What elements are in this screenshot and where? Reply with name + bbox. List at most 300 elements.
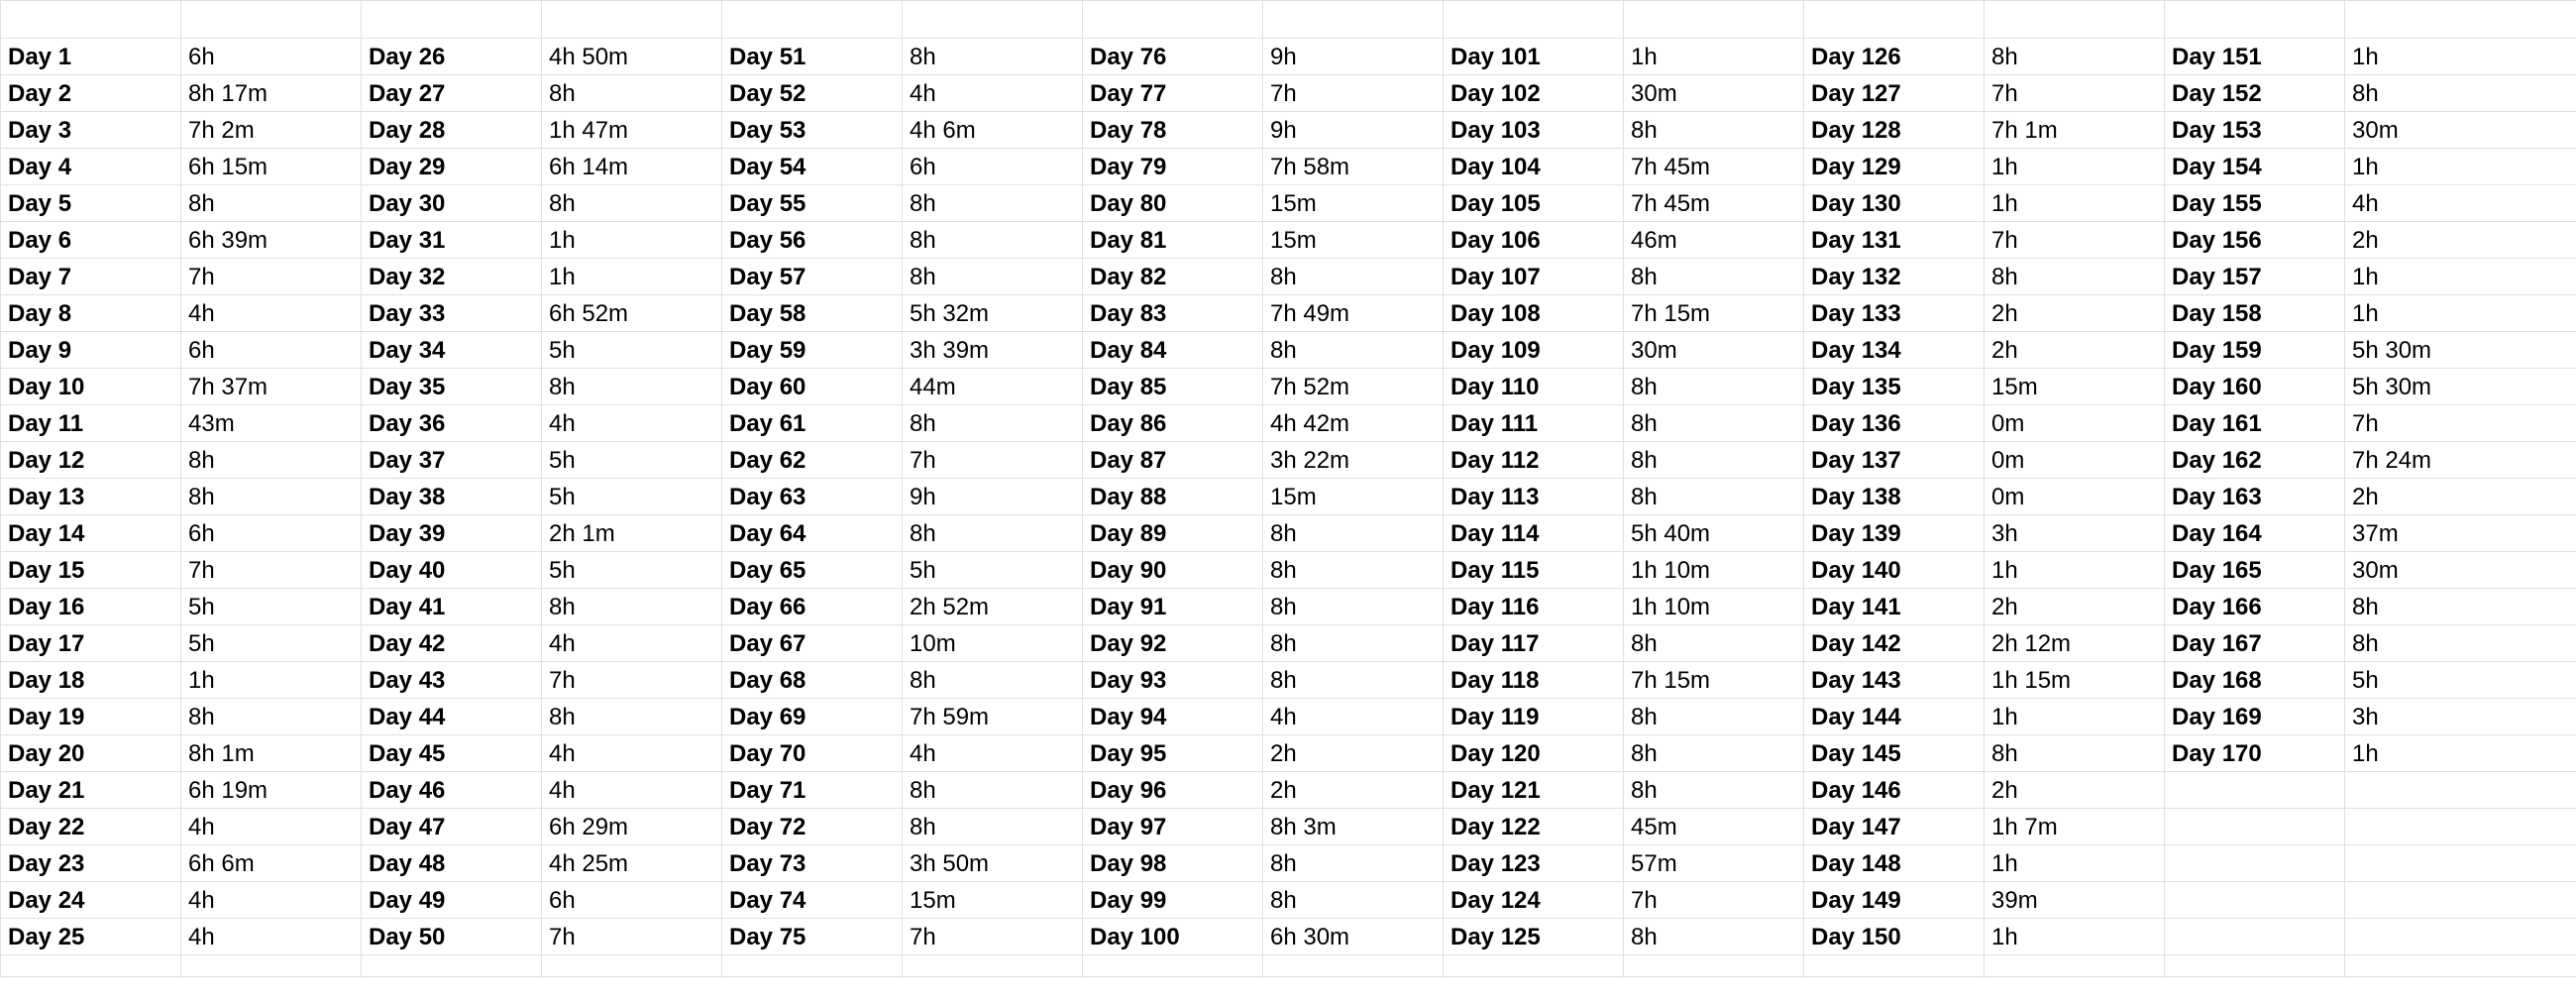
day-label-cell[interactable]: Day 35	[362, 369, 542, 405]
hours-value-cell[interactable]: 8h	[1624, 259, 1804, 295]
hours-value-cell[interactable]: 1h	[1985, 185, 2165, 222]
day-label-cell[interactable]: Day 61	[722, 405, 903, 442]
day-label-cell[interactable]: Day 23	[1, 845, 181, 882]
hours-value-cell[interactable]: 7h 37m	[181, 369, 362, 405]
hours-value-cell[interactable]	[2345, 809, 2576, 845]
hours-value-cell[interactable]: 0m	[1985, 442, 2165, 479]
day-label-cell[interactable]: Day 109	[1444, 332, 1624, 369]
day-label-cell[interactable]: Day 151	[2165, 39, 2345, 75]
day-label-cell[interactable]: Day 74	[722, 882, 903, 919]
day-label-cell[interactable]: Day 60	[722, 369, 903, 405]
day-label-cell[interactable]: Day 158	[2165, 295, 2345, 332]
day-label-cell[interactable]: Day 41	[362, 589, 542, 625]
day-label-cell[interactable]: Day 80	[1083, 185, 1263, 222]
day-label-cell[interactable]	[2165, 809, 2345, 845]
day-label-cell[interactable]: Day 142	[1804, 625, 1985, 662]
day-label-cell[interactable]: Day 95	[1083, 735, 1263, 772]
day-label-cell[interactable]: Day 21	[1, 772, 181, 809]
day-label-cell[interactable]: Day 20	[1, 735, 181, 772]
day-label-cell[interactable]: Day 141	[1804, 589, 1985, 625]
day-label-cell[interactable]: Day 32	[362, 259, 542, 295]
hours-value-cell[interactable]	[2345, 919, 2576, 955]
hours-value-cell[interactable]: 9h	[1263, 39, 1444, 75]
day-label-cell[interactable]: Day 15	[1, 552, 181, 589]
hours-value-cell[interactable]: 8h	[1263, 625, 1444, 662]
day-label-cell[interactable]: Day 82	[1083, 259, 1263, 295]
day-label-cell[interactable]: Day 16	[1, 589, 181, 625]
day-label-cell[interactable]: Day 86	[1083, 405, 1263, 442]
hours-value-cell[interactable]: 2h	[1985, 772, 2165, 809]
hours-value-cell[interactable]: 1h	[2345, 259, 2576, 295]
hours-value-cell[interactable]: 4h	[542, 625, 722, 662]
day-label-cell[interactable]: Day 71	[722, 772, 903, 809]
day-label-cell[interactable]: Day 44	[362, 699, 542, 735]
day-label-cell[interactable]: Day 90	[1083, 552, 1263, 589]
hours-value-cell[interactable]: 8h	[1263, 589, 1444, 625]
day-label-cell[interactable]: Day 132	[1804, 259, 1985, 295]
hours-value-cell[interactable]: 7h 59m	[903, 699, 1083, 735]
day-label-cell[interactable]: Day 46	[362, 772, 542, 809]
day-label-cell[interactable]: Day 138	[1804, 479, 1985, 515]
day-label-cell[interactable]: Day 102	[1444, 75, 1624, 112]
day-label-cell[interactable]: Day 83	[1083, 295, 1263, 332]
day-label-cell[interactable]: Day 34	[362, 332, 542, 369]
hours-value-cell[interactable]: 7h	[903, 919, 1083, 955]
hours-value-cell[interactable]: 1h 47m	[542, 112, 722, 149]
hours-value-cell[interactable]: 8h	[1624, 772, 1804, 809]
hours-value-cell[interactable]: 5h	[542, 479, 722, 515]
hours-value-cell[interactable]: 2h	[1985, 332, 2165, 369]
day-label-cell[interactable]: Day 128	[1804, 112, 1985, 149]
day-label-cell[interactable]: Day 73	[722, 845, 903, 882]
hours-value-cell[interactable]: 1h	[1985, 845, 2165, 882]
day-label-cell[interactable]: Day 159	[2165, 332, 2345, 369]
day-label-cell[interactable]: Day 68	[722, 662, 903, 699]
day-label-cell[interactable]: Day 97	[1083, 809, 1263, 845]
hours-value-cell[interactable]: 7h 2m	[181, 112, 362, 149]
day-label-cell[interactable]: Day 149	[1804, 882, 1985, 919]
hours-value-cell[interactable]: 5h	[542, 552, 722, 589]
day-label-cell[interactable]: Day 157	[2165, 259, 2345, 295]
hours-value-cell[interactable]	[2345, 772, 2576, 809]
hours-value-cell[interactable]: 4h	[1263, 699, 1444, 735]
hours-value-cell[interactable]: 37m	[2345, 515, 2576, 552]
day-label-cell[interactable]: Day 30	[362, 185, 542, 222]
hours-value-cell[interactable]: 4h	[903, 75, 1083, 112]
day-label-cell[interactable]: Day 29	[362, 149, 542, 185]
hours-value-cell[interactable]: 1h	[1624, 39, 1804, 75]
day-label-cell[interactable]: Day 122	[1444, 809, 1624, 845]
day-label-cell[interactable]: Day 136	[1804, 405, 1985, 442]
empty-cell[interactable]	[903, 955, 1083, 977]
day-label-cell[interactable]: Day 107	[1444, 259, 1624, 295]
day-label-cell[interactable]	[2165, 845, 2345, 882]
hours-value-cell[interactable]: 5h 40m	[1624, 515, 1804, 552]
hours-value-cell[interactable]: 6h 6m	[181, 845, 362, 882]
hours-value-cell[interactable]: 6h 15m	[181, 149, 362, 185]
day-label-cell[interactable]: Day 156	[2165, 222, 2345, 259]
hours-value-cell[interactable]: 8h	[1263, 845, 1444, 882]
day-label-cell[interactable]: Day 115	[1444, 552, 1624, 589]
day-label-cell[interactable]: Day 64	[722, 515, 903, 552]
hours-value-cell[interactable]: 0m	[1985, 479, 2165, 515]
day-label-cell[interactable]: Day 123	[1444, 845, 1624, 882]
hours-value-cell[interactable]: 5h	[903, 552, 1083, 589]
day-label-cell[interactable]: Day 45	[362, 735, 542, 772]
hours-value-cell[interactable]: 57m	[1624, 845, 1804, 882]
hours-value-cell[interactable]: 4h	[2345, 185, 2576, 222]
hours-value-cell[interactable]: 8h	[181, 185, 362, 222]
day-label-cell[interactable]: Day 111	[1444, 405, 1624, 442]
day-label-cell[interactable]: Day 66	[722, 589, 903, 625]
hours-value-cell[interactable]: 5h	[542, 332, 722, 369]
day-label-cell[interactable]: Day 84	[1083, 332, 1263, 369]
day-label-cell[interactable]: Day 150	[1804, 919, 1985, 955]
hours-value-cell[interactable]: 6h	[181, 515, 362, 552]
hours-value-cell[interactable]: 8h	[1624, 919, 1804, 955]
day-label-cell[interactable]: Day 27	[362, 75, 542, 112]
day-label-cell[interactable]: Day 105	[1444, 185, 1624, 222]
empty-cell[interactable]	[362, 1, 542, 39]
day-label-cell[interactable]: Day 126	[1804, 39, 1985, 75]
day-label-cell[interactable]: Day 124	[1444, 882, 1624, 919]
hours-value-cell[interactable]: 7h	[542, 662, 722, 699]
day-label-cell[interactable]: Day 104	[1444, 149, 1624, 185]
day-label-cell[interactable]: Day 14	[1, 515, 181, 552]
day-label-cell[interactable]: Day 119	[1444, 699, 1624, 735]
hours-value-cell[interactable]: 1h	[2345, 295, 2576, 332]
day-label-cell[interactable]: Day 129	[1804, 149, 1985, 185]
day-label-cell[interactable]: Day 110	[1444, 369, 1624, 405]
hours-value-cell[interactable]: 6h 14m	[542, 149, 722, 185]
hours-value-cell[interactable]: 5h	[181, 589, 362, 625]
hours-value-cell[interactable]: 4h	[542, 735, 722, 772]
hours-value-cell[interactable]: 8h	[1624, 699, 1804, 735]
hours-value-cell[interactable]: 8h	[903, 405, 1083, 442]
day-label-cell[interactable]: Day 165	[2165, 552, 2345, 589]
day-label-cell[interactable]: Day 120	[1444, 735, 1624, 772]
day-label-cell[interactable]: Day 65	[722, 552, 903, 589]
day-label-cell[interactable]: Day 76	[1083, 39, 1263, 75]
hours-value-cell[interactable]: 8h	[1985, 735, 2165, 772]
day-label-cell[interactable]: Day 169	[2165, 699, 2345, 735]
hours-value-cell[interactable]: 9h	[903, 479, 1083, 515]
day-label-cell[interactable]: Day 17	[1, 625, 181, 662]
day-label-cell[interactable]: Day 152	[2165, 75, 2345, 112]
day-label-cell[interactable]: Day 2	[1, 75, 181, 112]
day-label-cell[interactable]: Day 89	[1083, 515, 1263, 552]
day-label-cell[interactable]: Day 116	[1444, 589, 1624, 625]
day-label-cell[interactable]: Day 67	[722, 625, 903, 662]
day-label-cell[interactable]: Day 103	[1444, 112, 1624, 149]
day-label-cell[interactable]: Day 48	[362, 845, 542, 882]
hours-value-cell[interactable]: 8h	[903, 185, 1083, 222]
day-label-cell[interactable]: Day 94	[1083, 699, 1263, 735]
hours-value-cell[interactable]: 6h 39m	[181, 222, 362, 259]
day-label-cell[interactable]: Day 7	[1, 259, 181, 295]
hours-value-cell[interactable]: 9h	[1263, 112, 1444, 149]
hours-value-cell[interactable]: 6h 52m	[542, 295, 722, 332]
hours-value-cell[interactable]: 2h	[1263, 735, 1444, 772]
hours-value-cell[interactable]: 8h	[181, 442, 362, 479]
hours-value-cell[interactable]: 3h 50m	[903, 845, 1083, 882]
hours-value-cell[interactable]: 7h 1m	[1985, 112, 2165, 149]
hours-value-cell[interactable]: 5h 30m	[2345, 369, 2576, 405]
hours-value-cell[interactable]: 7h	[1985, 75, 2165, 112]
hours-value-cell[interactable]: 4h	[181, 882, 362, 919]
day-label-cell[interactable]: Day 40	[362, 552, 542, 589]
hours-value-cell[interactable]: 8h	[1263, 662, 1444, 699]
hours-value-cell[interactable]: 8h	[1624, 405, 1804, 442]
day-label-cell[interactable]: Day 9	[1, 332, 181, 369]
hours-value-cell[interactable]: 2h 52m	[903, 589, 1083, 625]
hours-value-cell[interactable]: 6h 30m	[1263, 919, 1444, 955]
hours-value-cell[interactable]: 7h	[542, 919, 722, 955]
hours-value-cell[interactable]: 1h 7m	[1985, 809, 2165, 845]
empty-cell[interactable]	[181, 955, 362, 977]
hours-value-cell[interactable]: 10m	[903, 625, 1083, 662]
hours-value-cell[interactable]: 7h	[903, 442, 1083, 479]
day-label-cell[interactable]: Day 63	[722, 479, 903, 515]
hours-value-cell[interactable]: 8h	[1985, 259, 2165, 295]
hours-value-cell[interactable]: 8h	[903, 772, 1083, 809]
hours-value-cell[interactable]: 30m	[1624, 75, 1804, 112]
hours-value-cell[interactable]: 2h	[1985, 295, 2165, 332]
hours-value-cell[interactable]: 45m	[1624, 809, 1804, 845]
day-label-cell[interactable]: Day 134	[1804, 332, 1985, 369]
hours-value-cell[interactable]: 8h	[1624, 735, 1804, 772]
day-label-cell[interactable]: Day 62	[722, 442, 903, 479]
day-label-cell[interactable]: Day 121	[1444, 772, 1624, 809]
day-label-cell[interactable]: Day 38	[362, 479, 542, 515]
hours-value-cell[interactable]: 2h 12m	[1985, 625, 2165, 662]
hours-value-cell[interactable]: 1h	[1985, 149, 2165, 185]
empty-cell[interactable]	[181, 1, 362, 39]
day-label-cell[interactable]: Day 144	[1804, 699, 1985, 735]
day-label-cell[interactable]: Day 1	[1, 39, 181, 75]
hours-value-cell[interactable]: 4h 50m	[542, 39, 722, 75]
hours-value-cell[interactable]: 8h	[903, 39, 1083, 75]
day-label-cell[interactable]: Day 99	[1083, 882, 1263, 919]
empty-cell[interactable]	[2165, 1, 2345, 39]
day-label-cell[interactable]: Day 88	[1083, 479, 1263, 515]
day-label-cell[interactable]: Day 4	[1, 149, 181, 185]
day-label-cell[interactable]: Day 143	[1804, 662, 1985, 699]
empty-cell[interactable]	[1624, 955, 1804, 977]
hours-value-cell[interactable]: 7h 58m	[1263, 149, 1444, 185]
day-label-cell[interactable]: Day 106	[1444, 222, 1624, 259]
hours-value-cell[interactable]: 8h	[542, 589, 722, 625]
empty-cell[interactable]	[722, 1, 903, 39]
day-label-cell[interactable]: Day 24	[1, 882, 181, 919]
hours-value-cell[interactable]: 8h	[2345, 589, 2576, 625]
empty-cell[interactable]	[903, 1, 1083, 39]
day-label-cell[interactable]: Day 163	[2165, 479, 2345, 515]
hours-value-cell[interactable]: 15m	[903, 882, 1083, 919]
hours-value-cell[interactable]: 2h 1m	[542, 515, 722, 552]
hours-value-cell[interactable]: 7h 45m	[1624, 185, 1804, 222]
hours-value-cell[interactable]: 3h	[2345, 699, 2576, 735]
day-label-cell[interactable]: Day 77	[1083, 75, 1263, 112]
hours-value-cell[interactable]: 43m	[181, 405, 362, 442]
hours-value-cell[interactable]: 2h	[1985, 589, 2165, 625]
day-label-cell[interactable]: Day 93	[1083, 662, 1263, 699]
day-label-cell[interactable]: Day 101	[1444, 39, 1624, 75]
day-label-cell[interactable]: Day 81	[1083, 222, 1263, 259]
hours-value-cell[interactable]: 15m	[1263, 222, 1444, 259]
day-label-cell[interactable]: Day 8	[1, 295, 181, 332]
day-label-cell[interactable]: Day 50	[362, 919, 542, 955]
hours-value-cell[interactable]: 8h	[542, 369, 722, 405]
hours-value-cell[interactable]: 15m	[1985, 369, 2165, 405]
hours-value-cell[interactable]: 3h 22m	[1263, 442, 1444, 479]
hours-value-cell[interactable]: 4h	[181, 295, 362, 332]
day-label-cell[interactable]: Day 3	[1, 112, 181, 149]
day-label-cell[interactable]: Day 36	[362, 405, 542, 442]
empty-cell[interactable]	[542, 1, 722, 39]
hours-value-cell[interactable]: 15m	[1263, 479, 1444, 515]
hours-value-cell[interactable]: 15m	[1263, 185, 1444, 222]
day-label-cell[interactable]: Day 140	[1804, 552, 1985, 589]
empty-cell[interactable]	[1, 955, 181, 977]
day-label-cell[interactable]: Day 108	[1444, 295, 1624, 332]
day-label-cell[interactable]: Day 6	[1, 222, 181, 259]
day-label-cell[interactable]: Day 162	[2165, 442, 2345, 479]
hours-value-cell[interactable]: 1h	[2345, 39, 2576, 75]
day-label-cell[interactable]: Day 133	[1804, 295, 1985, 332]
hours-value-cell[interactable]: 6h	[181, 39, 362, 75]
hours-value-cell[interactable]: 8h	[2345, 625, 2576, 662]
day-label-cell[interactable]: Day 131	[1804, 222, 1985, 259]
empty-cell[interactable]	[542, 955, 722, 977]
hours-value-cell[interactable]	[2345, 882, 2576, 919]
day-label-cell[interactable]: Day 69	[722, 699, 903, 735]
hours-value-cell[interactable]: 8h	[542, 699, 722, 735]
empty-cell[interactable]	[1263, 1, 1444, 39]
hours-value-cell[interactable]: 4h	[542, 405, 722, 442]
hours-value-cell[interactable]: 5h 32m	[903, 295, 1083, 332]
day-label-cell[interactable]: Day 91	[1083, 589, 1263, 625]
day-label-cell[interactable]: Day 53	[722, 112, 903, 149]
hours-value-cell[interactable]: 7h 49m	[1263, 295, 1444, 332]
hours-value-cell[interactable]: 5h	[542, 442, 722, 479]
hours-value-cell[interactable]: 4h	[542, 772, 722, 809]
day-label-cell[interactable]: Day 118	[1444, 662, 1624, 699]
hours-value-cell[interactable]: 1h	[542, 222, 722, 259]
day-label-cell[interactable]: Day 39	[362, 515, 542, 552]
hours-value-cell[interactable]: 4h	[903, 735, 1083, 772]
hours-value-cell[interactable]: 8h	[1263, 882, 1444, 919]
hours-value-cell[interactable]: 7h 52m	[1263, 369, 1444, 405]
day-label-cell[interactable]: Day 47	[362, 809, 542, 845]
hours-value-cell[interactable]: 7h	[181, 552, 362, 589]
day-label-cell[interactable]: Day 43	[362, 662, 542, 699]
day-label-cell[interactable]: Day 148	[1804, 845, 1985, 882]
hours-value-cell[interactable]: 8h	[1263, 515, 1444, 552]
day-label-cell[interactable]: Day 117	[1444, 625, 1624, 662]
day-label-cell[interactable]: Day 92	[1083, 625, 1263, 662]
hours-value-cell[interactable]: 8h	[542, 75, 722, 112]
day-label-cell[interactable]: Day 170	[2165, 735, 2345, 772]
hours-value-cell[interactable]: 1h 10m	[1624, 552, 1804, 589]
day-label-cell[interactable]: Day 147	[1804, 809, 1985, 845]
hours-value-cell[interactable]: 1h	[1985, 552, 2165, 589]
hours-value-cell[interactable]: 7h	[1263, 75, 1444, 112]
hours-value-cell[interactable]: 4h 42m	[1263, 405, 1444, 442]
empty-cell[interactable]	[362, 955, 542, 977]
day-label-cell[interactable]: Day 112	[1444, 442, 1624, 479]
empty-cell[interactable]	[1804, 1, 1985, 39]
day-label-cell[interactable]: Day 155	[2165, 185, 2345, 222]
day-label-cell[interactable]	[2165, 919, 2345, 955]
empty-cell[interactable]	[2345, 955, 2576, 977]
hours-value-cell[interactable]: 6h 19m	[181, 772, 362, 809]
hours-value-cell[interactable]	[2345, 845, 2576, 882]
hours-value-cell[interactable]: 1h	[2345, 735, 2576, 772]
day-label-cell[interactable]: Day 49	[362, 882, 542, 919]
day-label-cell[interactable]: Day 70	[722, 735, 903, 772]
day-label-cell[interactable]: Day 85	[1083, 369, 1263, 405]
hours-value-cell[interactable]: 7h	[1985, 222, 2165, 259]
day-label-cell[interactable]: Day 12	[1, 442, 181, 479]
day-label-cell[interactable]: Day 153	[2165, 112, 2345, 149]
empty-cell[interactable]	[722, 955, 903, 977]
hours-value-cell[interactable]: 8h	[903, 515, 1083, 552]
day-label-cell[interactable]: Day 139	[1804, 515, 1985, 552]
hours-value-cell[interactable]: 4h	[181, 919, 362, 955]
day-label-cell[interactable]: Day 51	[722, 39, 903, 75]
hours-value-cell[interactable]: 2h	[2345, 222, 2576, 259]
hours-value-cell[interactable]: 1h	[2345, 149, 2576, 185]
day-label-cell[interactable]: Day 125	[1444, 919, 1624, 955]
day-label-cell[interactable]: Day 22	[1, 809, 181, 845]
hours-value-cell[interactable]: 5h	[2345, 662, 2576, 699]
empty-cell[interactable]	[1985, 955, 2165, 977]
hours-value-cell[interactable]: 44m	[903, 369, 1083, 405]
empty-cell[interactable]	[1624, 1, 1804, 39]
hours-value-cell[interactable]: 7h 15m	[1624, 295, 1804, 332]
empty-cell[interactable]	[1444, 1, 1624, 39]
hours-value-cell[interactable]: 8h 3m	[1263, 809, 1444, 845]
day-label-cell[interactable]: Day 75	[722, 919, 903, 955]
hours-value-cell[interactable]: 8h	[1624, 442, 1804, 479]
empty-cell[interactable]	[2345, 1, 2576, 39]
day-label-cell[interactable]: Day 87	[1083, 442, 1263, 479]
empty-cell[interactable]	[1, 1, 181, 39]
hours-value-cell[interactable]: 7h 24m	[2345, 442, 2576, 479]
day-label-cell[interactable]: Day 98	[1083, 845, 1263, 882]
hours-value-cell[interactable]: 39m	[1985, 882, 2165, 919]
day-label-cell[interactable]: Day 13	[1, 479, 181, 515]
hours-value-cell[interactable]: 8h	[1263, 332, 1444, 369]
day-label-cell[interactable]: Day 11	[1, 405, 181, 442]
empty-cell[interactable]	[1444, 955, 1624, 977]
hours-value-cell[interactable]: 3h	[1985, 515, 2165, 552]
day-label-cell[interactable]: Day 168	[2165, 662, 2345, 699]
day-label-cell[interactable]: Day 18	[1, 662, 181, 699]
hours-value-cell[interactable]: 7h 45m	[1624, 149, 1804, 185]
hours-value-cell[interactable]: 8h	[1624, 479, 1804, 515]
day-label-cell[interactable]: Day 113	[1444, 479, 1624, 515]
hours-value-cell[interactable]: 46m	[1624, 222, 1804, 259]
day-label-cell[interactable]: Day 52	[722, 75, 903, 112]
day-label-cell[interactable]: Day 79	[1083, 149, 1263, 185]
hours-value-cell[interactable]: 8h	[181, 479, 362, 515]
hours-value-cell[interactable]: 8h	[903, 662, 1083, 699]
hours-value-cell[interactable]: 8h	[181, 699, 362, 735]
hours-value-cell[interactable]: 1h 15m	[1985, 662, 2165, 699]
hours-value-cell[interactable]: 8h	[903, 809, 1083, 845]
